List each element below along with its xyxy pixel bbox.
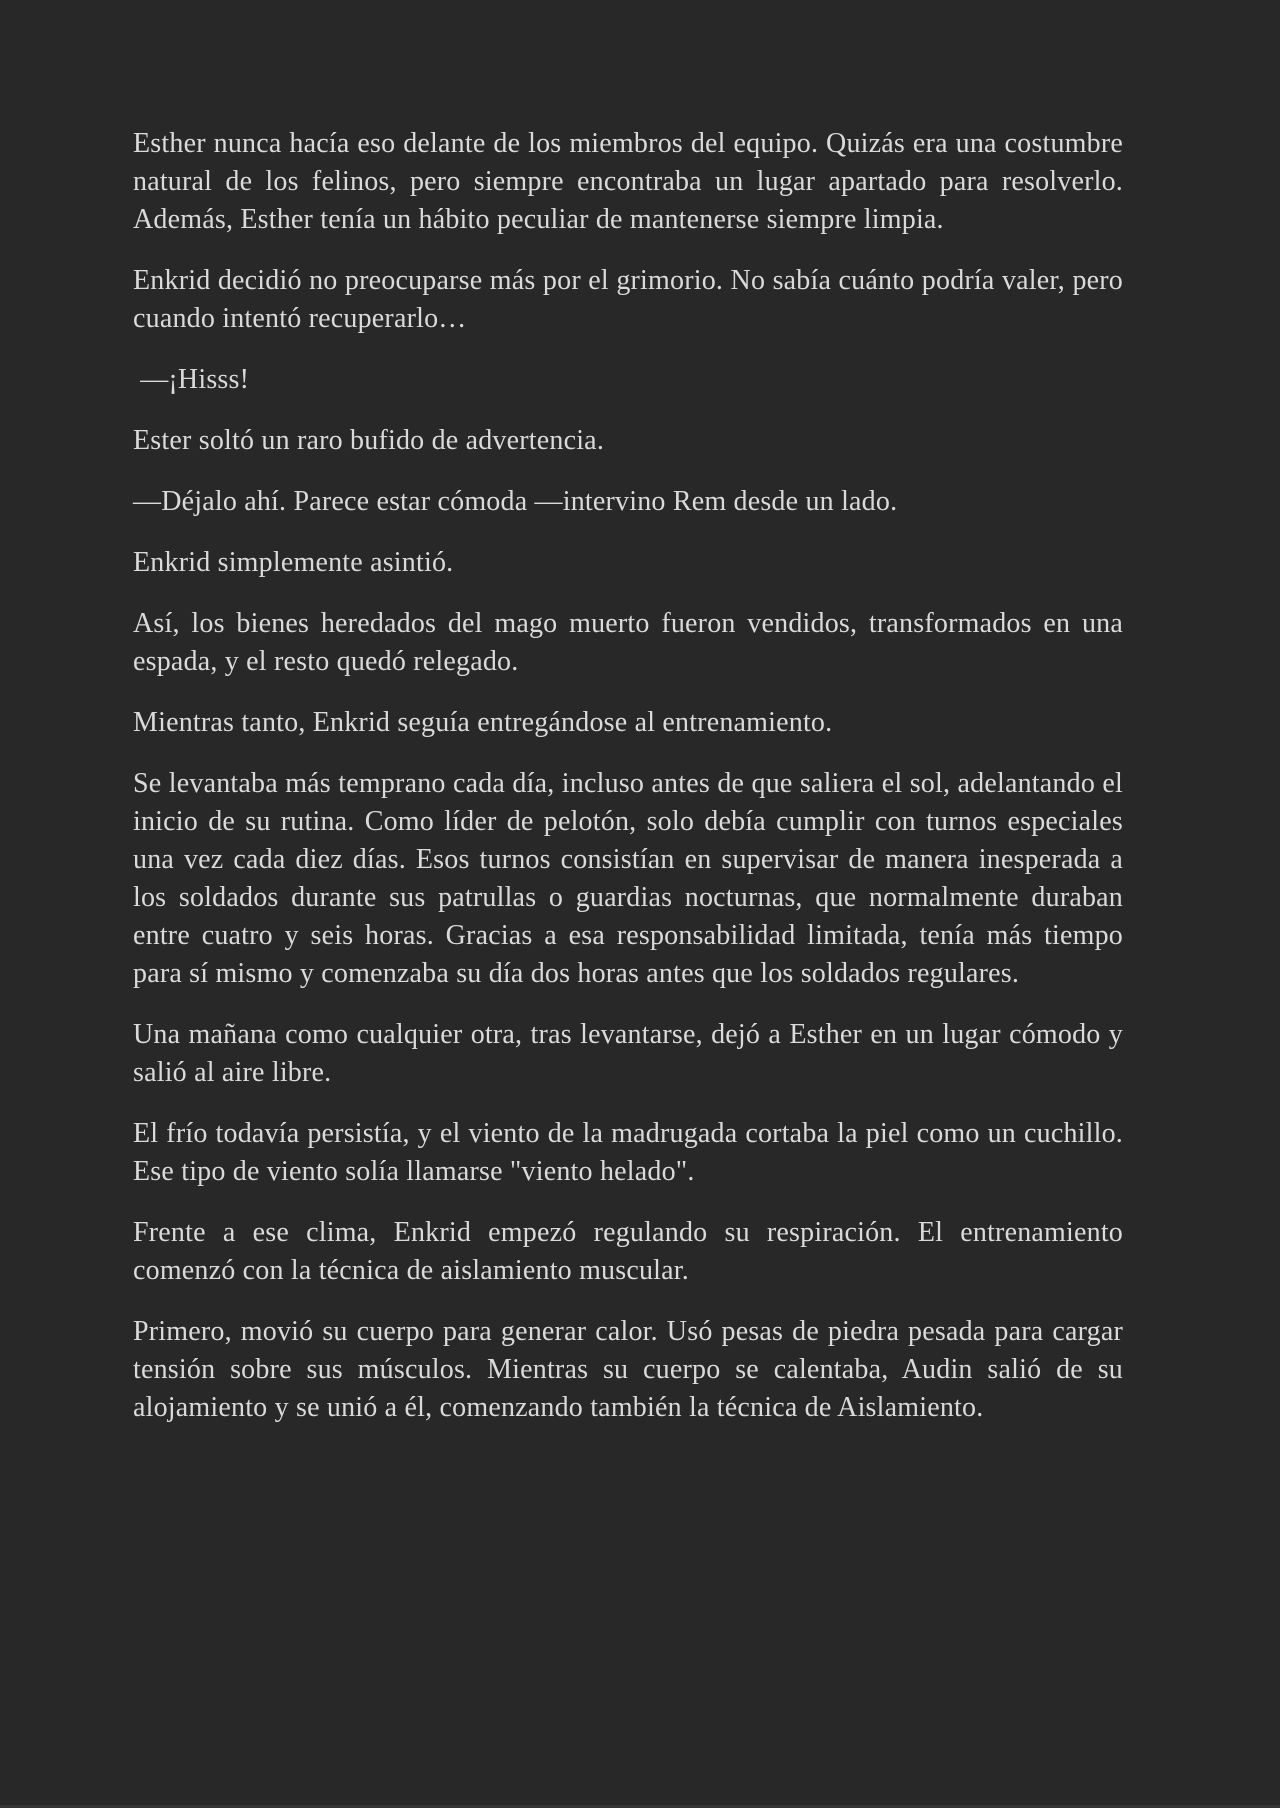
paragraph: Así, los bienes heredados del mago muerto fueron vendidos, transformados en una espada, y el resto quedó relegado. bbox=[133, 608, 1123, 677]
paragraph: Esther nunca hacía eso delante de los miembros del equipo. Quizás era una costumbre natural de los felinos, pero siempre encontraba un lugar apartado para resolverlo. Además, Esther tenía un hábito peculiar de mantenerse siempre limpia. bbox=[133, 128, 1123, 235]
paragraph: Se levantaba más temprano cada día, incluso antes de que saliera el sol, adelantando el inicio de su rutina. Como líder de pelotón, solo debía cumplir con turnos especiales una vez cada diez días. Esos turnos consistían en supervisar de manera inesperada a los soldados durante sus patrullas o guardias nocturnas, que normalmente duraban entre cuatro y seis horas. Gracias a esa responsabilidad limitada, tenía más tiempo para sí mismo y comenzaba su día dos horas antes que los soldados regulares. bbox=[133, 768, 1123, 989]
paragraph: Enkrid decidió no preocuparse más por el grimorio. No sabía cuánto podría valer, pero cuando intentó recuperarlo… bbox=[133, 265, 1123, 334]
paragraph: Ester soltó un raro bufido de advertencia. bbox=[133, 425, 605, 456]
paragraph: Mientras tanto, Enkrid seguía entregándose al entrenamiento. bbox=[133, 707, 833, 738]
paragraph: Frente a ese clima, Enkrid empezó regulando su respiración. El entrenamiento comenzó con la técnica de aislamiento muscular. bbox=[133, 1217, 1123, 1286]
reader-content bbox=[133, 125, 1123, 1427]
paragraph: Una mañana como cualquier otra, tras levantarse, dejó a Esther en un lugar cómodo y salió al aire libre. bbox=[133, 1019, 1123, 1088]
paragraph: Enkrid simplemente asintió. bbox=[133, 547, 454, 578]
paragraph: —Déjalo ahí. Parece estar cómoda —intervino Rem desde un lado. bbox=[133, 486, 898, 517]
paragraph: —¡Hisss! bbox=[133, 364, 250, 395]
paragraph: El frío todavía persistía, y el viento de la madrugada cortaba la piel como un cuchillo. Ese tipo de viento solía llamarse "viento helado". bbox=[133, 1118, 1123, 1187]
paragraph: Primero, movió su cuerpo para generar calor. Usó pesas de piedra pesada para cargar tensión sobre sus músculos. Mientras su cuerpo se calentaba, Audin salió de su alojamiento y se unió a él, comenzando también la técnica de Aislamiento. bbox=[133, 1316, 1123, 1423]
